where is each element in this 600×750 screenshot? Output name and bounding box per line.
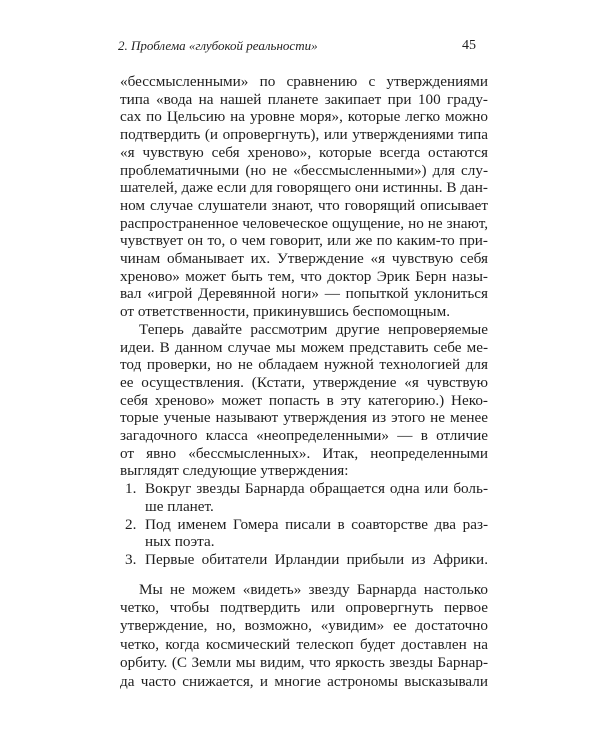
- text-line: утверждение, но, возможно, «увидим» ее достаточно: [120, 617, 488, 635]
- text-line: орбиту. (С Земли мы видим, что яркость звезды Барнар-: [120, 654, 488, 672]
- page-number: 45: [462, 38, 476, 53]
- text-line: выглядят следующие утверждения:: [120, 462, 349, 480]
- text-line: подтвердить (и опровергнуть), или утверждениями типа: [120, 126, 488, 144]
- text-line: ше планет.: [145, 497, 214, 515]
- list-number: 1.: [125, 480, 137, 498]
- text-line: от ответственности, прикинувшись беспомощным.: [120, 303, 451, 321]
- text-line: ее осуществления. (Кстати, утверждение «я чувствую: [120, 373, 488, 391]
- text-line: «я чувствую себя хреново», которые всегда остаются: [120, 143, 488, 161]
- text-line: четко, когда космический телескоп будет доставлен на: [120, 635, 488, 653]
- chapter-title: 2. Проблема «глубокой реальности»: [118, 38, 318, 53]
- text-line: Теперь давайте рассмотрим другие непроверяемые: [139, 320, 488, 338]
- text-line: вал «игрой Деревянной ноги» — попыткой уклониться: [120, 285, 488, 303]
- text-line: чувствует он то, о чем говорит, или же по каким-то при-: [120, 232, 488, 250]
- list-number: 3.: [125, 550, 137, 568]
- text-line: чинам обманывает их. Утверждение «я чувствую себя: [120, 250, 488, 267]
- list-item-text: Первые обитатели Ирландии прибыли из Африки.: [145, 550, 488, 568]
- text-line: «бессмысленными» по сравнению с утверждениями: [120, 73, 488, 90]
- text-line: четко, чтобы подтвердить или опровергнуть первое: [120, 599, 488, 616]
- text-line: распространенное человеческое ощущение, но не знают,: [120, 214, 488, 232]
- text-line: хреново» может быть тем, что доктор Эрик Берн назы-: [120, 267, 488, 285]
- text-line: да часто снижается, и многие астрономы высказывали: [120, 672, 488, 690]
- text-line: шателей, даже если для говорящего они истинны. В дан-: [120, 179, 488, 197]
- text-line: идеи. В данном случае мы можем представить себе ме-: [120, 338, 488, 356]
- text-line: тод проверки, но не обладаем нужной технологией для: [120, 356, 488, 374]
- text-line: торые ученые называют утверждения из этого не менее: [120, 409, 488, 427]
- list-number: 2.: [125, 515, 137, 533]
- text-line: Мы не можем «видеть» звезду Барнарда настолько: [139, 580, 488, 598]
- text-line: себя хреново» может попасть в эту категорию.) Неко-: [120, 391, 488, 409]
- list-item-text: Вокруг звезды Барнарда обращается одна или боль-: [145, 480, 488, 498]
- text-line: ном случае слушатели знают, что говорящий описывает: [120, 196, 488, 214]
- text-line: от явно «бессмысленных». Итак, неопределенными: [120, 444, 488, 462]
- text-line: проблематичными (но не «бессмысленными») для слу-: [120, 161, 488, 179]
- text-line: типа «вода на нашей планете закипает при 100 граду-: [120, 90, 488, 108]
- list-item-text: Под именем Гомера писали в соавторстве два раз-: [145, 515, 488, 533]
- text-line: загадочного класса «неопределенными» — в отличие: [120, 427, 488, 444]
- text-line: сах по Цельсию на уровне моря», которые легко можно: [120, 108, 488, 126]
- text-line: ных поэта.: [145, 533, 215, 551]
